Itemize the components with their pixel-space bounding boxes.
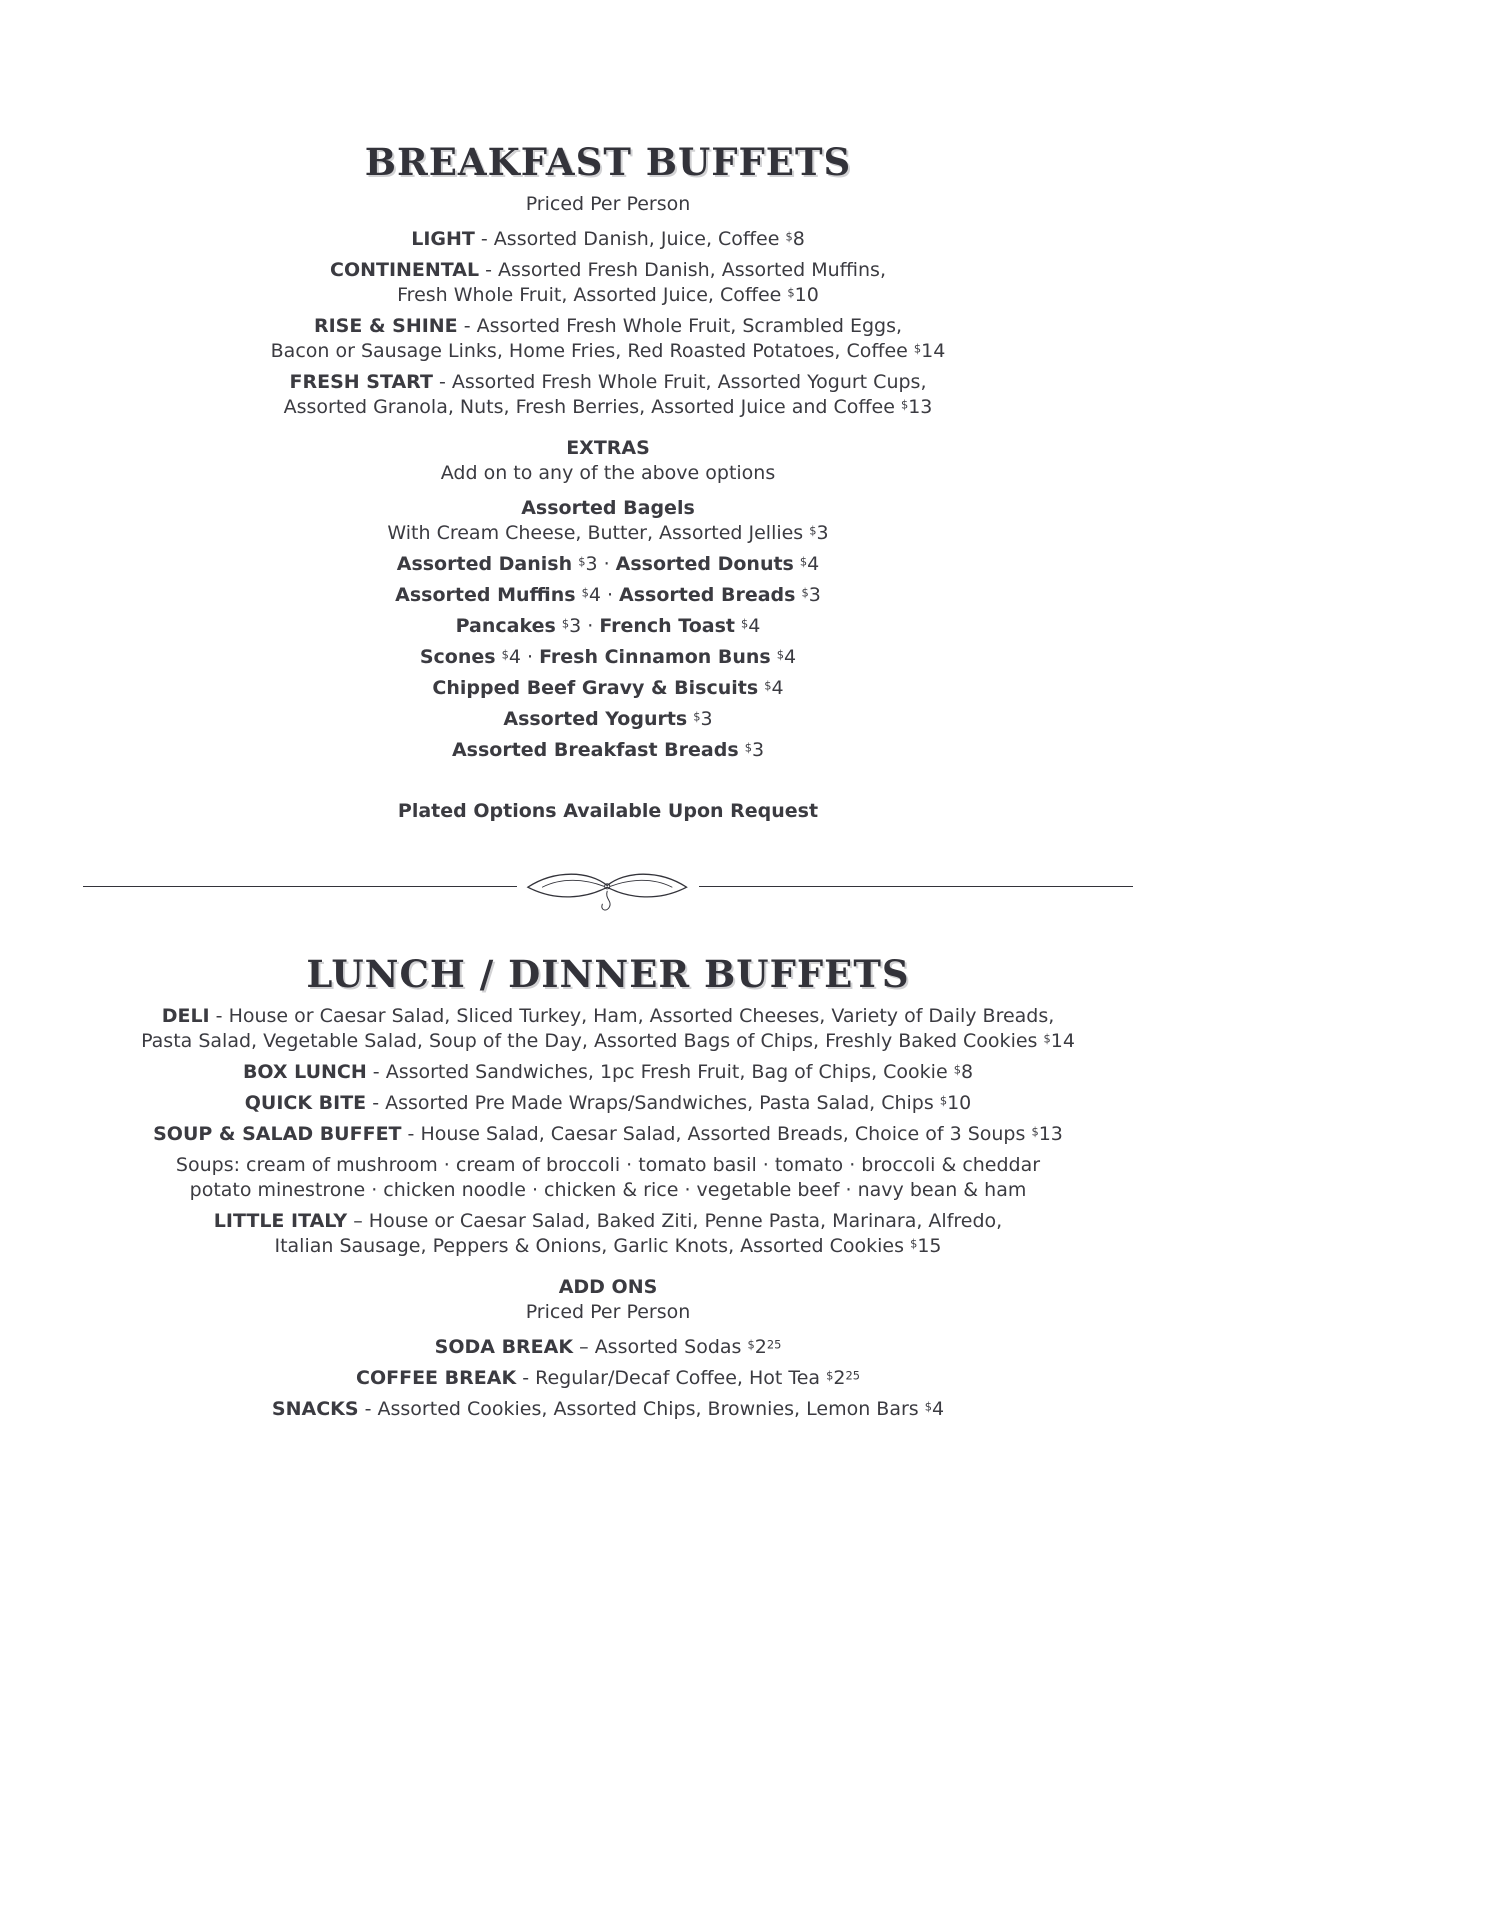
item-price: $4 [799,553,820,575]
extras-line-content [0,676,1216,701]
dollar-sign: $ [741,616,749,631]
item-label: LIGHT [411,228,475,250]
dollar-sign: $ [826,1368,834,1383]
dollar-sign: $ [910,1236,918,1251]
dollar-sign: $ [785,229,793,244]
item-label: RISE & SHINE [313,315,458,337]
extras-line-content: Scones $4 · Fresh Cinnamon Buns $4 [419,646,797,668]
dollar-sign: $ [939,1093,948,1108]
menu-item-line: Italian Sausage, Peppers & Onions, Garlic Knots, Assorted Cookies $15 [274,1235,942,1257]
menu-item-line: LIGHT - Assorted Danish, Juice, Coffee $8 [411,228,805,250]
menu-item-line: Assorted Granola, Nuts, Fresh Berries, Assorted Juice and Coffee $13 [283,396,933,418]
item-label: LITTLE ITALY [213,1210,348,1232]
section-divider [83,864,1133,908]
dollar-sign: $ [581,585,589,600]
dollar-sign: $ [924,1399,932,1414]
menu-item [0,314,1216,364]
breakfast-subtitle: Priced Per Person [525,193,691,215]
item-label: SOUP & SALAD BUFFET [153,1123,402,1145]
lunch-dinner-section [0,952,1216,1422]
dollar-sign: $ [913,341,922,356]
item-price: $14 [913,340,946,362]
menu-item-line: potato minestrone · chicken noodle · chicken & rice · vegetable beef · navy bean & ham [189,1179,1027,1201]
item-price: $4 [924,1398,945,1420]
extras-item-label: Assorted Yogurts [503,708,688,730]
divider-line-left [83,886,517,887]
item-label: COFFEE BREAK [356,1367,517,1389]
item-price: $4 [741,615,761,637]
extras-line [0,614,1216,639]
menu-item [0,370,1216,420]
menu-item-line: SOUP & SALAD BUFFET - House Salad, Caesar Salad, Assorted Breads, Choice of 3 Soups $13 [153,1123,1063,1145]
dollar-sign: $ [578,554,586,569]
item-price: $3 [809,522,829,544]
menu-item [0,1004,1216,1054]
extras-item-label: French Toast [599,615,735,637]
menu-item-line: COFFEE BREAK - Regular/Decaf Coffee, Hot Tea $^{\$}2^{25}$ [356,1367,860,1389]
item-price: $8 [785,228,805,250]
menu-item-line: BOX LUNCH - Assorted Sandwiches, 1pc Fresh Fruit, Bag of Chips, Cookie $8 [242,1061,974,1083]
item-price: $4 [776,646,797,668]
item-price: $15 [910,1235,942,1257]
item-price: $10 [939,1092,972,1114]
add-ons-subheading: Priced Per Person [525,1301,691,1323]
menu-item [0,1209,1216,1259]
lunch-dinner-title: LUNCH / DINNER BUFFETS [306,952,910,996]
item-price: $^{\$}2^{25}$ [826,1367,860,1389]
dollar-sign: $ [764,678,772,693]
extras-bagels [0,496,1216,546]
extras-items [0,496,1216,763]
menu-item-line: FRESH START - Assorted Fresh Whole Fruit, Assorted Yogurt Cups, [289,371,927,393]
menu-item-line: DELI - House or Caesar Salad, Sliced Turkey, Ham, Assorted Cheeses, Variety of Daily Breads, [161,1005,1055,1027]
extras-item-label: Pancakes [455,615,556,637]
menu-item-line: CONTINENTAL - Assorted Fresh Danish, Assorted Muffins, [330,259,886,281]
item-price: $4 [501,646,521,668]
item-price: $10 [787,284,819,306]
dollar-sign: $ [1043,1031,1051,1046]
dollar-sign: $ [799,554,808,569]
menu-item-line: Bacon or Sausage Links, Home Fries, Red Roasted Potatoes, Coffee $14 [270,340,946,362]
menu-item [0,1122,1216,1147]
extras-item-label: Assorted Muffins [395,584,576,606]
menu-item-line: LITTLE ITALY – House or Caesar Salad, Baked Ziti, Penne Pasta, Marinara, Alfredo, [213,1210,1003,1232]
breakfast-title: BREAKFAST BUFFETS [364,140,852,184]
item-label: DELI [161,1005,210,1027]
item-label: CONTINENTAL [330,259,480,281]
menu-item [0,1060,1216,1085]
extras-line-content: Pancakes $3 · French Toast $4 [455,615,761,637]
menu-item-line: QUICK BITE - Assorted Pre Made Wraps/Sandwiches, Pasta Salad, Chips $10 [244,1092,972,1114]
menu-item-line: Soups: cream of mushroom · cream of broccoli · tomato basil · tomato · broccoli & cheddar [175,1154,1041,1176]
dollar-sign: $ [1031,1124,1039,1139]
plated-options-note: Plated Options Available Upon Request [397,800,819,822]
item-label: SODA BREAK [434,1336,574,1358]
item-price: $3 [578,553,598,575]
extras-line [0,583,1216,608]
item-price: $8 [953,1061,974,1083]
menu-item [0,1366,1216,1391]
menu-item-line: Pasta Salad, Vegetable Salad, Soup of the Day, Assorted Bags of Chips, Freshly Baked Cookies $14 [141,1030,1075,1052]
extras-line [0,738,1216,763]
add-ons-heading: ADD ONS [558,1276,658,1298]
item-price: $3 [561,615,582,637]
dollar-sign: $ [747,1337,755,1352]
breakfast-items [0,227,1216,420]
menu-item [0,1091,1216,1116]
dollar-sign: $ [787,285,795,300]
extras-item-label: Chipped Beef Gravy & Biscuits [432,677,759,699]
dollar-sign: $ [776,647,785,662]
extras-line [0,676,1216,701]
dollar-sign: $ [501,647,509,662]
extras-subheading: Add on to any of the above options [440,462,776,484]
extras-item-label: Scones [419,646,496,668]
menu-item [0,227,1216,252]
extras-line-content [0,707,1216,732]
extras-line-content: Assorted Muffins $4 · Assorted Breads $3 [395,584,821,606]
menu-item-line: Fresh Whole Fruit, Assorted Juice, Coffee $10 [397,284,819,306]
extras-line-content: Assorted Danish $3 · Assorted Donuts $4 [396,553,820,575]
breakfast-section [0,140,1216,824]
lunch-items [0,1004,1216,1259]
extras-line [0,645,1216,670]
item-price: $13 [900,396,933,418]
dollar-sign: $ [801,585,809,600]
extras-item-label: Assorted Breakfast Breads [451,739,739,761]
item-price: $13 [1031,1123,1063,1145]
item-price: $4 [764,677,784,699]
menu-note-lines [0,1153,1216,1203]
extras-line [0,552,1216,577]
extras-bagels-desc: With Cream Cheese, Butter, Assorted Jellies $3 [387,522,829,544]
extras-line [0,707,1216,732]
item-label: FRESH START [289,371,433,393]
add-ons-items [0,1335,1216,1422]
divider-line-right [699,886,1133,887]
item-price: $^{\$}2^{25}$ [747,1336,782,1358]
item-label: SNACKS [271,1398,359,1420]
extras-heading: EXTRAS [566,437,650,459]
price-cents: 25 [766,1337,782,1352]
extras-item-label: Assorted Danish [396,553,573,575]
extras-item-label: Assorted Donuts [615,553,794,575]
extras-bagels-label: Assorted Bagels [521,497,695,519]
divider-flourish-ornament [523,864,693,920]
menu-item-line: RISE & SHINE - Assorted Fresh Whole Fruit, Scrambled Eggs, [313,315,903,337]
item-price: $3 [744,739,765,761]
item-price: $3 [693,708,713,730]
item-price: $14 [1043,1030,1075,1052]
extras-item-label: Fresh Cinnamon Buns [539,646,771,668]
item-price: $4 [581,584,601,606]
menu-item [0,258,1216,308]
dollar-sign: $ [561,616,570,631]
item-label: BOX LUNCH [242,1061,367,1083]
menu-item-line: SNACKS - Assorted Cookies, Assorted Chips, Brownies, Lemon Bars $4 [271,1398,945,1420]
item-price: $3 [801,584,821,606]
menu-item [0,1335,1216,1360]
dollar-sign: $ [900,397,909,412]
item-label: QUICK BITE [244,1092,367,1114]
dollar-sign: $ [693,709,701,724]
extras-item-label: Assorted Breads [619,584,796,606]
dollar-sign: $ [809,523,817,538]
menu-item [0,1397,1216,1422]
dollar-sign: $ [744,740,752,755]
price-cents: 25 [845,1368,860,1383]
menu-item-line: SODA BREAK – Assorted Sodas $^{\$}2^{25}$ [434,1336,782,1358]
extras-line-content [0,738,1216,763]
dollar-sign: $ [953,1062,961,1077]
